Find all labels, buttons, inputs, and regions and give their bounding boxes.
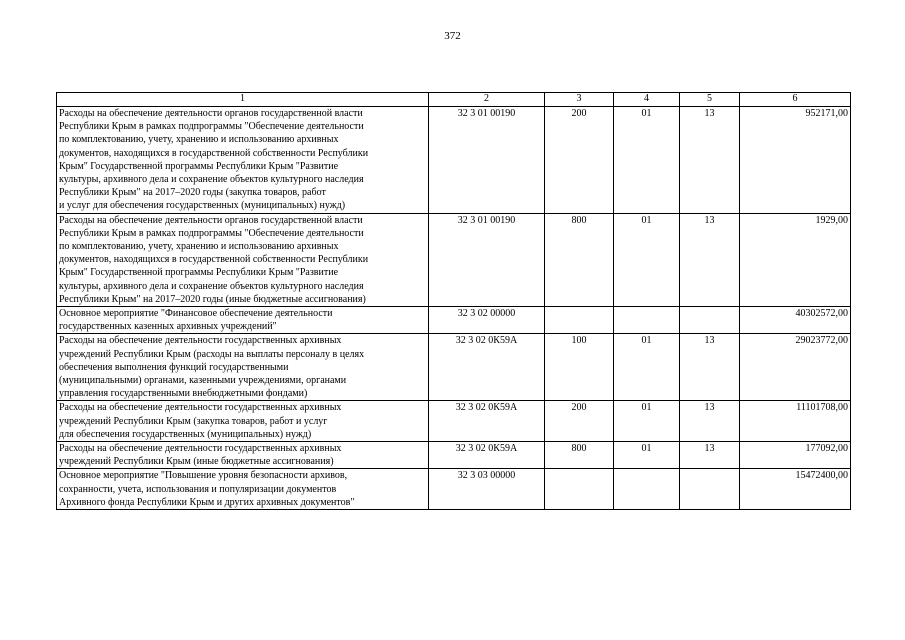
- row-amount: 952171,00: [740, 107, 851, 214]
- row-col-4: 01: [614, 442, 680, 469]
- col-header-1: 1: [57, 93, 429, 107]
- row-description: [57, 469, 429, 510]
- row-description: [57, 107, 429, 214]
- description-line: (муниципальными) органами, казенными учреждениями, органами: [59, 375, 347, 387]
- table-row: [57, 334, 851, 401]
- description-line: культуры, архивного дела и сохранение объектов культурного наследия: [59, 280, 364, 292]
- description-line: учреждений Республики Крым (иные бюджетные ассигнования): [59, 456, 334, 468]
- row-col-4: 01: [614, 107, 680, 214]
- col-header-5: 5: [680, 93, 740, 107]
- row-amount: 29023772,00: [740, 334, 851, 401]
- description-line: Основное мероприятие "Повышение уровня безопасности архивов,: [59, 470, 348, 482]
- description-line: учреждений Республики Крым (расходы на выплаты персоналу в целях: [59, 348, 365, 360]
- row-code: 32 3 02 00000: [429, 307, 545, 334]
- row-col-4: [614, 307, 680, 334]
- description-line: Республики Крым" на 2017–2020 годы (закупка товаров, работ: [59, 187, 326, 199]
- row-col-4: 01: [614, 334, 680, 401]
- description-line: Крым" Государственной программы Республики Крым "Развитие: [59, 267, 339, 279]
- description-line: по комплектованию, учету, хранению и использованию архивных: [59, 134, 339, 146]
- row-amount: 40302572,00: [740, 307, 851, 334]
- row-amount: 11101708,00: [740, 401, 851, 442]
- description-line: культуры, архивного дела и сохранение объектов культурного наследия: [59, 174, 364, 186]
- description-line: и услуг для обеспечения государственных (муниципальных) нужд): [59, 200, 346, 212]
- col-header-4: 4: [614, 93, 680, 107]
- row-col-3: 200: [545, 107, 614, 214]
- description-line: по комплектованию, учету, хранению и использованию архивных: [59, 241, 339, 253]
- row-col-4: [614, 469, 680, 510]
- row-col-3: 100: [545, 334, 614, 401]
- table-row: [57, 107, 851, 214]
- table-header: [57, 93, 851, 107]
- row-col-3: 800: [545, 213, 614, 306]
- description-line: Расходы на обеспечение деятельности органов государственной власти: [59, 108, 363, 119]
- row-description: [57, 401, 429, 442]
- table-row: [57, 307, 851, 334]
- row-description: [57, 334, 429, 401]
- row-col-3: [545, 307, 614, 334]
- description-line: Расходы на обеспечение деятельности органов государственной власти: [59, 214, 363, 226]
- col-header-6: 6: [740, 93, 851, 107]
- description-line: Крым" Государственной программы Республики Крым "Развитие: [59, 160, 339, 172]
- row-code: 32 3 02 0К59А: [429, 334, 545, 401]
- description-line: обеспечения выполнения функций государственными: [59, 361, 289, 373]
- table-row: [57, 401, 851, 442]
- row-col-3: [545, 469, 614, 510]
- table-row: [57, 213, 851, 306]
- row-code: 32 3 01 00190: [429, 107, 545, 214]
- description-line: Расходы на обеспечение деятельности государственных архивных: [59, 443, 342, 455]
- table-body: [57, 107, 851, 510]
- description-line: управления государственными внебюджетными фондами): [59, 388, 308, 400]
- description-line: документов, находящихся в государственной собственности Республики: [59, 254, 369, 266]
- description-line: документов, находящихся в государственной собственности Республики: [59, 147, 369, 159]
- row-amount: 177092,00: [740, 442, 851, 469]
- row-col-5: 13: [680, 334, 740, 401]
- header-row: [57, 93, 851, 107]
- row-col-5: 13: [680, 401, 740, 442]
- row-description: [57, 442, 429, 469]
- description-line: учреждений Республики Крым (закупка товаров, работ и услуг: [59, 415, 328, 427]
- row-code: 32 3 03 00000: [429, 469, 545, 510]
- page-number: 372: [444, 30, 461, 42]
- row-col-5: [680, 307, 740, 334]
- description-line: для обеспечения государственных (муниципальных) нужд): [59, 428, 312, 440]
- col-header-3: 3: [545, 93, 614, 107]
- row-description: [57, 307, 429, 334]
- row-col-4: 01: [614, 401, 680, 442]
- row-col-5: 13: [680, 107, 740, 214]
- description-line: Основное мероприятие "Финансовое обеспечение деятельности: [59, 308, 333, 320]
- description-line: Республики Крым в рамках подпрограммы "Обеспечение деятельности: [59, 121, 364, 133]
- budget-table: [56, 92, 851, 510]
- table-row: [57, 469, 851, 510]
- row-col-5: 13: [680, 442, 740, 469]
- row-amount: 1929,00: [740, 213, 851, 306]
- row-col-3: 200: [545, 401, 614, 442]
- row-description: [57, 213, 429, 306]
- row-col-5: [680, 469, 740, 510]
- row-code: 32 3 01 00190: [429, 213, 545, 306]
- row-code: 32 3 02 0К59А: [429, 442, 545, 469]
- row-amount: 15472400,00: [740, 469, 851, 510]
- row-col-5: 13: [680, 213, 740, 306]
- description-line: сохранности, учета, использования и популяризации документов: [59, 483, 337, 495]
- description-line: Республики Крым в рамках подпрограммы "Обеспечение деятельности: [59, 227, 364, 239]
- col-header-2: 2: [429, 93, 545, 107]
- row-col-3: 800: [545, 442, 614, 469]
- table-row: [57, 442, 851, 469]
- description-line: Архивного фонда Республики Крым и других архивных документов": [59, 496, 355, 508]
- row-code: 32 3 02 0К59А: [429, 401, 545, 442]
- description-line: Расходы на обеспечение деятельности государственных архивных: [59, 402, 342, 414]
- row-col-4: 01: [614, 213, 680, 306]
- description-line: Республики Крым" на 2017–2020 годы (иные бюджетные ассигнования): [59, 293, 366, 305]
- description-line: Расходы на обеспечение деятельности государственных архивных: [59, 335, 342, 347]
- description-line: государственных казенных архивных учреждений": [59, 321, 277, 333]
